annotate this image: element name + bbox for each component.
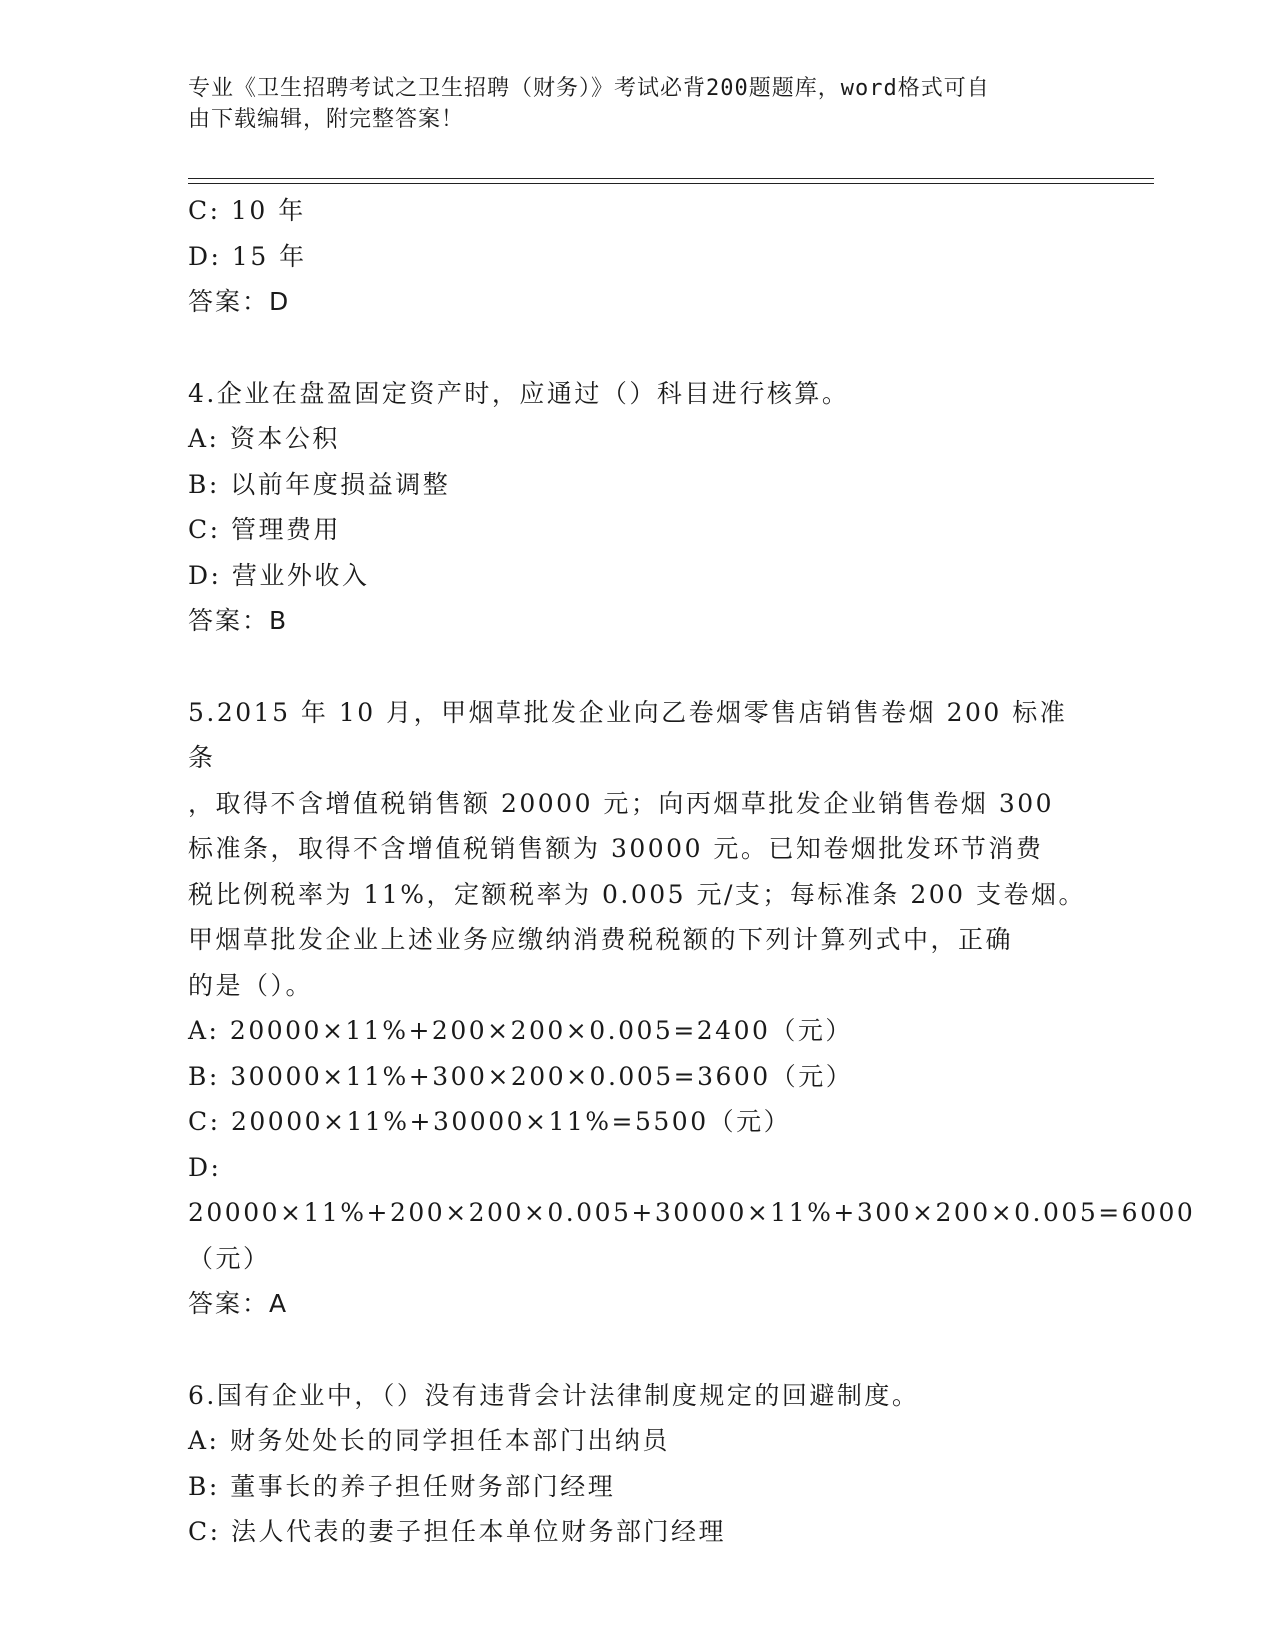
option-b: B: 董事长的养子担任财务部门经理 bbox=[188, 1471, 616, 1501]
header-title-line-1: 专业《卫生招聘考试之卫生招聘（财务）》考试必背200题题库，word格式可自 bbox=[188, 76, 990, 101]
header-divider-top bbox=[188, 178, 1154, 179]
question-stem: 6.国有企业中，（）没有违背会计法律制度规定的回避制度。 bbox=[188, 1380, 920, 1410]
question-6 bbox=[188, 1373, 1088, 1555]
question-stem-line: 5.2015 年 10 月，甲烟草批发企业向乙卷烟零售店销售卷烟 200 标准条 bbox=[188, 697, 1068, 772]
answer-line: 答案：A bbox=[188, 1289, 289, 1318]
header-title-line-2: 由下载编辑，附完整答案！ bbox=[188, 107, 465, 132]
option-c: C: 20000×11%+30000×11%=5500（元） bbox=[188, 1107, 792, 1136]
option-d: D: 20000×11%+200×200×0.005+30000×11%+300×200×0.005=6000 bbox=[188, 1152, 1196, 1227]
question-stem: 4.企业在盘盈固定资产时，应通过（）科目进行核算。 bbox=[188, 378, 850, 408]
document-header bbox=[188, 73, 1068, 135]
question-5 bbox=[188, 690, 1196, 1327]
option-a: A: 财务处处长的同学担任本部门出纳员 bbox=[188, 1426, 670, 1455]
option-a: A: 资本公积 bbox=[188, 424, 340, 453]
question-3-continued bbox=[188, 188, 1088, 325]
answer-line: 答案：B bbox=[188, 606, 289, 635]
option-a: A: 20000×11%+200×200×0.005=2400（元） bbox=[188, 1016, 853, 1045]
option-d: D: 15 年 bbox=[188, 241, 307, 271]
spacer bbox=[188, 325, 1088, 371]
option-c: C: 管理费用 bbox=[188, 515, 341, 544]
option-c: C: 法人代表的妻子担任本单位财务部门经理 bbox=[188, 1517, 726, 1546]
question-stem-line: 甲烟草批发企业上述业务应缴纳消费税税额的下列计算列式中，正确 bbox=[188, 925, 1014, 954]
option-d: D: 营业外收入 bbox=[188, 560, 370, 590]
question-stem-line: 税比例税率为 11%，定额税率为 0.005 元/支；每标准条 200 支卷烟。 bbox=[188, 879, 1087, 909]
spacer bbox=[188, 644, 1088, 690]
question-stem-line: 标准条，取得不含增值税销售额为 30000 元。已知卷烟批发环节消费 bbox=[188, 834, 1044, 863]
question-4 bbox=[188, 371, 1088, 644]
option-b: B: 30000×11%+300×200×0.005=3600（元） bbox=[188, 1061, 854, 1091]
header-divider-bottom bbox=[188, 183, 1154, 184]
question-stem-line: ，取得不含增值税销售额 20000 元；向丙烟草批发企业销售卷烟 300 bbox=[188, 788, 1055, 818]
question-stem-line: 的是（）。 bbox=[188, 970, 314, 1000]
option-d-continued: （元） bbox=[188, 1243, 271, 1273]
question-content bbox=[188, 188, 1196, 1555]
option-b: B: 以前年度损益调整 bbox=[188, 469, 451, 499]
spacer bbox=[188, 1327, 1088, 1373]
option-c: C: 10 年 bbox=[188, 196, 306, 225]
answer-line: 答案：D bbox=[188, 287, 291, 316]
